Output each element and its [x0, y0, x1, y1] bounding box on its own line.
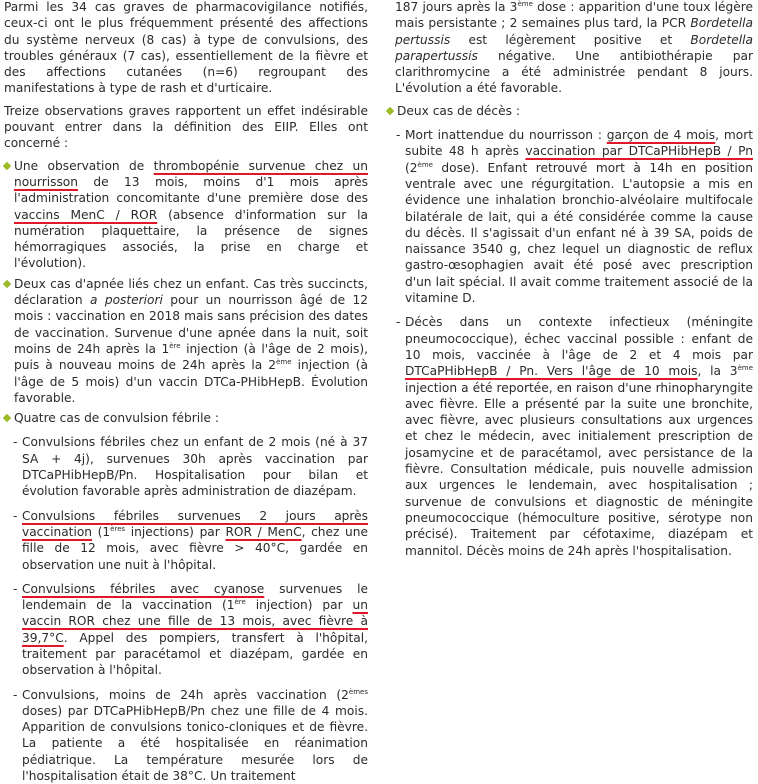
highlight-boy-4-months: garçon de 4 mois [606, 128, 716, 143]
right-column [387, 0, 753, 559]
dash-marker: - [13, 435, 18, 450]
highlight-10-months: DTCaPHibHepB / Pn. Vers l'âge de 10 mois [405, 364, 698, 379]
highlight-convulsions-2-days: Convulsions fébriles survenues 2 jours après vaccination [22, 508, 368, 539]
intro-paragraph: Parmi les 34 cas graves de pharmacovigilance notifiés, ceux-ci ont le plus fréquemment présenté des affections du système nerveux (8 cas) à type de convulsions, des troubles généraux (7 cas), essentiellement de la fièvre et des affections cutanées (n=6) regroupant des manifestations à type de rash et d'urticaire. [4, 0, 368, 96]
continued-case-text: 187 jours après la 3ème dose : apparition d'une toux légère mais persistante ; 2 semaines plus tard, la PCR Bordetella pertussis est légèrement positive et Bordetella parapertussis négative. Une antibiothérapie par clarithromycine a été administrée pendant 8 jours. L'évolution a été favorable. [395, 0, 753, 96]
list-item: - Convulsions fébriles chez un enfant de 2 mois (né à 37 SA + 4j), survenues 30h après vaccination par DTCaPHibHepB/Pn. Hospitalisation pour bilan et évolution favorable après administration de diazépam. [13, 435, 368, 499]
dash-marker: - [13, 508, 18, 523]
list-item: - Convulsions fébriles avec cyanose survenues le lendemain de la vaccination (1ère injection) par un vaccin ROR chez une fille de 13 mois, avec fièvre à 39,7°C. Appel des pompiers, transfert à l'hôpital, traitement par paracétamol et diazépam, gardée en observation à l'hôpital. [13, 581, 368, 678]
bullet-thrombopenia [4, 158, 368, 272]
bullet-deaths-heading: Deux cas de décès : [397, 103, 520, 118]
highlight-menc-ror: vaccins MenC / ROR [14, 207, 158, 222]
death-cases-list [387, 127, 753, 559]
bullet-deaths [387, 103, 753, 119]
green-diamond-bullet-icon [386, 107, 394, 115]
highlight-dtcaphibhepb-pn: vaccination par DTCaPHibHepB / Pn [525, 144, 753, 159]
bullet-apnea [4, 276, 368, 406]
list-item: - Mort inattendue du nourrisson : garçon de 4 mois, mort subite 48 h après vaccination par DTCaPHibHepB / Pn (2ème dose). Enfant retrouvé mort à 14h en position ventrale avec une régurgitation. L'autopsie a mis en évidence une inhalation bronchio-alvéolaire multifocale bilatérale de lait, qui a été considérée comme la cause du décès. Il s'agissait d'un enfant né à 39 SA, poids de naissance 3540 g, chez lequel un diagnostic de reflux gastro-œsophagien avait été posé avec prescription d'un lait spécial. Il avait comme traitement associé de la vitamine D. [396, 128, 753, 306]
convulsion-cases-list [4, 434, 368, 784]
green-diamond-bullet-icon [3, 280, 11, 288]
highlight-convulsions-cyanose: Convulsions fébriles avec cyanose [22, 581, 265, 596]
bullet-thrombopenia-text: Une observation de thrombopénie survenue chez un nourrisson de 13 mois, moins d'1 mois après l'administration concomitante d'une première dose des vaccins MenC / ROR (absence d'information sur la numération plaquettaire, la présence de signes hémorragiques associés, la prise en charge et l'évolution). [14, 158, 369, 271]
list-item: - Décès dans un contexte infectieux (méningite pneumococcique), échec vaccinal possible : enfant de 10 mois, vaccinée à l'âge de 2 et 4 mois par DTCaPHibHepB / Pn. Vers l'âge de 10 mois, la 3ème injection a été reportée, en raison d'une rhinopharyngite avec fièvre. Elle a présenté par la suite une bronchite, avec fièvre, avec plusieurs consultations aux urgences et chez le médecin, avec initialement prescription de josamycine et de paracétamol, avec persistance de la fièvre. Consultation médicale, puis nouvelle admission aux urgences le lendemain, avec hospitalisation ; survenue de convulsions et diagnostic de méningite pneumococcique (hémoculture positive, sérotype non précisé). Traitement par céfotaxime, diazépam et mannitol. Décès moins de 24h après l'hospitalisation. [396, 315, 753, 558]
observations-paragraph: Treize observations graves rapportent un effet indésirable pouvant entrer dans la définition des EIIP. Elles ont concerné : [4, 103, 368, 151]
green-diamond-bullet-icon [3, 161, 11, 169]
dash-marker: - [396, 315, 401, 330]
highlight-thrombopenia: thrombopénie survenue chez un nourrisson [14, 158, 369, 189]
dash-marker: - [396, 128, 401, 143]
dash-marker: - [13, 687, 18, 702]
highlight-ror-13-months: un vaccin ROR chez une fille de 13 mois, avec fièvre à 39,7°C [22, 598, 368, 645]
left-column [4, 0, 368, 784]
green-diamond-bullet-icon [3, 414, 11, 422]
bullet-convulsions [4, 410, 368, 426]
dash-marker: - [13, 581, 18, 596]
bullet-apnea-text: Deux cas d'apnée liés chez un enfant. Cas très succincts, déclaration a posteriori pour un nourrisson âgé de 12 mois : vaccination en 2018 mais sans précision des dates de vaccination. Survenue d'une apnée dans la nuit, soit moins de 24h après la 1ère injection (à l'âge de 2 mois), puis à nouveau moins de 24h après la 2ème injection (à l'âge de 5 mois) d'un vaccin DTCa-PHibHepB. Évolution favorable. [14, 276, 369, 405]
bullet-convulsions-heading: Quatre cas de convulsion fébrile : [14, 411, 219, 426]
list-item: - Convulsions, moins de 24h après vaccination (2èmes doses) par DTCaPHibHepB/Pn chez une fille de 4 mois. Apparition de convulsions tonico-cloniques et de fièvre. La patiente a été hospitalisée en réanimation pédiatrique. La température mesurée lors de l'hospitalisation était de 38°C. Un traitement [13, 687, 368, 784]
list-item: - Convulsions fébriles survenues 2 jours après vaccination (1ères injections) par ROR / MenC, chez une fille de 12 mois, avec fièvre > 40°C, gardée en observation une nuit à l'hôpital. [13, 508, 369, 572]
highlight-ror-menc: ROR / MenC [225, 524, 302, 539]
